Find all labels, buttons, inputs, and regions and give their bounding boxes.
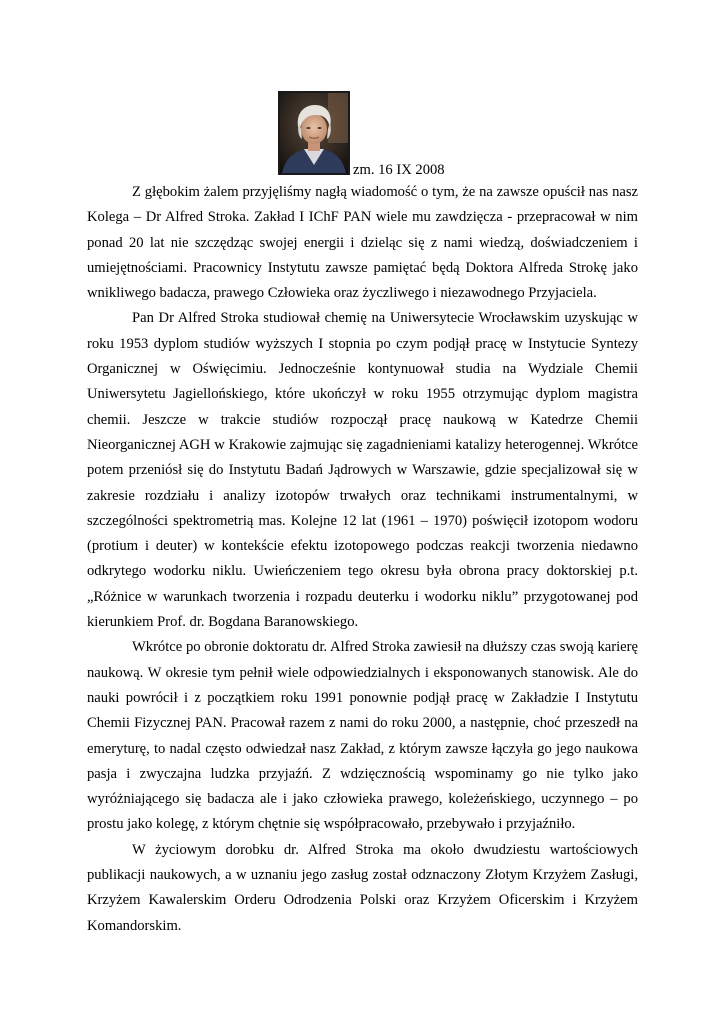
portrait-image	[280, 93, 348, 173]
paragraph-achievements: W życiowym dorobku dr. Alfred Stroka ma około dwudziestu wartościowych publikacji naukowych, a w uznaniu jego zasług został odznaczony Złotym Krzyżem Zasługi, Krzyżem Kawalerskim Orderu Odrodzenia Polski oraz Krzyżem Oficerskim i Krzyżem Komandorskim.	[87, 841, 638, 934]
obituary-body	[87, 180, 638, 939]
header-row	[278, 85, 445, 178]
portrait-photo	[278, 91, 350, 175]
death-date-label: zm. 16 IX 2008	[353, 162, 445, 178]
paragraph-education-career: Pan Dr Alfred Stroka studiował chemię na Uniwersytecie Wrocławskim uzyskując w roku 1953 dyplom studiów wyższych I stopnia po czym podjął pracę w Instytucie Syntezy Organicznej w Oświęcimiu. Jednocześnie kontynuował studia na Wydziale Chemii Uniwersytetu Jagiellońskiego, które ukończył w roku 1955 otrzymując dyplom magistra chemii. Jeszcze w trakcie studiów rozpoczął pracę naukową w Katedrze Chemii Nieorganicznej AGH w Krakowie zajmując się zagadnieniami katalizy heterogennej. Wkrótce potem przeniósł się do Instytutu Badań Jądrowych w Warszawie, gdzie specjalizował się w zakresie rozdziału i analizy izotopów trwałych oraz technikami instrumentalnymi, w szczególności spektrometrią mas. Kolejne 12 lat (1961 – 1970) poświęcił izotopom wodoru (protium i deuter) w kontekście efektu izotopowego podczas reakcji tworzenia niedawno odkrytego wodorku niklu. Uwieńczeniem tego okresu była obrona pracy doktorskiej p.t. „Różnice w warunkach tworzenia i rozpadu deuterku i wodorku niklu” przygotowanej pod kierunkiem Prof. dr. Bogdana Baranowskiego.	[87, 310, 638, 631]
paragraph-condolence: Z głębokim żalem przyjęliśmy nagłą wiadomość o tym, że na zawsze opuścił nas nasz Kolega – Dr Alfred Stroka. Zakład I IChF PAN wiele mu zawdzięcza - przepracował w nim ponad 20 lat nie szczędząc swojej energii i dzieląc się z nami wiedzą, doświadczeniem i umiejętnościami. Pracownicy Instytutu zawsze pamiętać będą Doktora Alfreda Strokę jako wnikliwego badacza, prawego Człowieka oraz życzliwego i niezawodnego Przyjaciela.	[87, 184, 638, 302]
paragraph-later-career: Wkrótce po obronie doktoratu dr. Alfred Stroka zawiesił na dłuższy czas swoją karierę naukową. W okresie tym pełnił wiele odpowiedzialnych i eksponowanych stanowisk. Ale do nauki powrócił i z początkiem roku 1991 ponownie podjął pracę w Zakładzie I Instytutu Chemii Fizycznej PAN. Pracował razem z nami do roku 2000, a następnie, choć przeszedł na emeryturę, to nadal często odwiedzał nasz Zakład, z którym zawsze łączyła go jego naukowa pasja i zwyczajna ludzka przyjaźń. Z wdzięcznością wspominamy go nie tylko jako wyróżniającego się badacza ale i jako człowieka prawego, koleżeńskiego, uczynnego – po prostu jako kolegę, z którym chętnie się współpracowało, przebywało i przyjaźniło.	[87, 639, 638, 833]
